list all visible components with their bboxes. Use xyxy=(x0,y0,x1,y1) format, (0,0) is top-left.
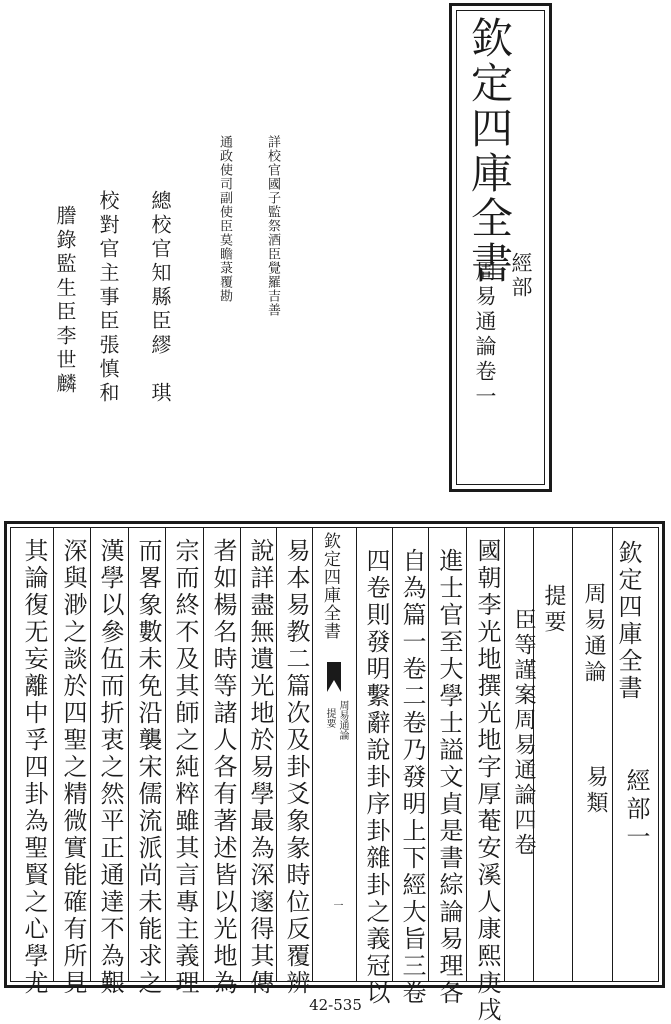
credit-line: 校對官主事臣張慎和 xyxy=(96,190,120,406)
gutter-section: 提要 xyxy=(324,708,335,728)
credit-line: 通政使司副使臣莫瞻菉覆勘 xyxy=(217,135,232,303)
text-column: 國朝李光地撰光地字厚菴安溪人康熙庚戌 xyxy=(473,538,501,1024)
cover-volume-label: 周易通論卷一 xyxy=(473,260,497,410)
column-rule xyxy=(90,528,91,981)
page-header-title: 欽定四庫全書 xyxy=(614,540,642,702)
text-column: 易本易教二篇次及卦爻象彖時位反覆辨 xyxy=(282,538,310,997)
gutter-book-title: 周易通論 xyxy=(337,700,348,740)
book-classification: 易類 xyxy=(583,765,608,817)
column-rule xyxy=(466,528,467,981)
text-column: 者如楊名時等諸人各有著述皆以光地為 xyxy=(209,538,237,997)
fish-tail-mark-icon xyxy=(327,662,341,692)
gutter-page-number: 一 xyxy=(331,900,342,910)
cover-title: 欽定四庫全書 xyxy=(465,16,514,286)
column-rule xyxy=(128,528,129,981)
cover-section-label: 經部 xyxy=(509,252,533,300)
text-column: 說詳盡無遺光地於易學最為深邃得其傳 xyxy=(246,538,274,997)
column-rule xyxy=(203,528,204,981)
column-rule xyxy=(165,528,166,981)
column-rule xyxy=(53,528,54,981)
text-column: 四卷則發明繫辭說卦序卦雜卦之義冠以 xyxy=(362,548,390,1007)
column-rule xyxy=(504,528,505,981)
credit-line: 謄錄監生臣李世麟 xyxy=(53,205,77,397)
column-rule xyxy=(240,528,241,981)
credit-line: 總校官知縣臣繆 琪 xyxy=(148,190,172,406)
text-column: 進士官至大學士謚文貞是書綜論易理各 xyxy=(435,548,463,1007)
column-rule xyxy=(572,528,573,981)
text-column: 而畧象數未免沿襲宋儒流派尚未能求之 xyxy=(134,538,162,997)
credit-line: 詳校官國子監祭酒臣覺羅吉善 xyxy=(265,135,280,317)
text-column: 漢學以參伍而折衷之然平正通達不為艱 xyxy=(96,538,124,997)
column-rule xyxy=(428,528,429,981)
text-column: 其論復无妄離中孚四卦為聖賢之心學尤 xyxy=(20,538,48,997)
column-rule xyxy=(612,528,613,981)
text-column: 自為篇一卷二卷乃發明上下經大旨三卷 xyxy=(398,548,426,1007)
summary-heading: 提要 xyxy=(541,584,566,636)
text-column: 宗而終不及其師之純粹雖其言專主義理 xyxy=(171,538,199,997)
page-number: 42-535 xyxy=(309,996,362,1014)
text-column: 臣等謹案周易通論四卷 xyxy=(511,608,536,858)
column-rule xyxy=(356,528,357,981)
gutter-title: 欽定四庫全書 xyxy=(320,532,340,640)
column-rule xyxy=(392,528,393,981)
column-rule xyxy=(276,528,277,981)
text-column: 深與渺之談於四聖之精微實能確有所見 xyxy=(59,538,87,997)
book-title: 周易通論 xyxy=(581,582,606,686)
page-section-label: 經部一 xyxy=(622,768,650,852)
